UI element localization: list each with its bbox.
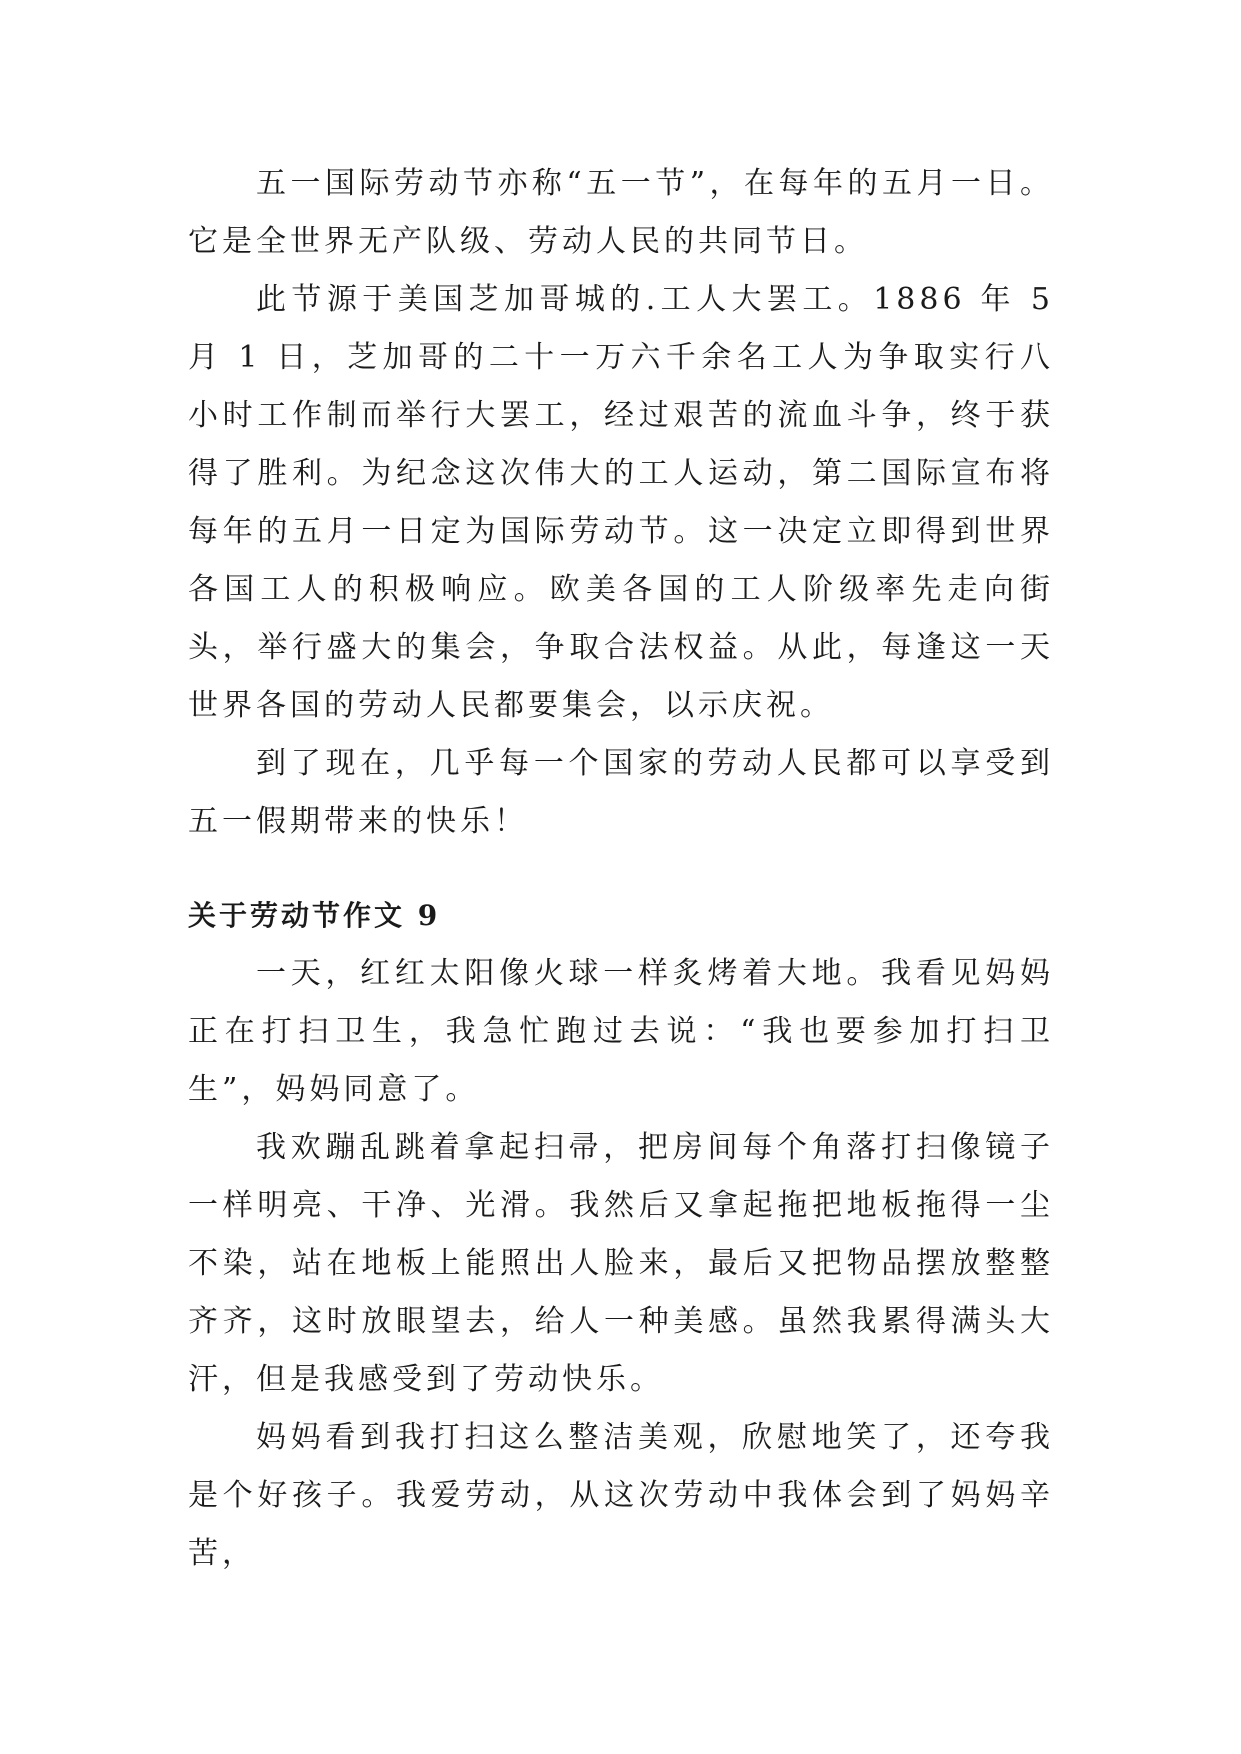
paragraph-essay-cleaning: 我欢蹦乱跳着拿起扫帚，把房间每个角落打扫像镜子一样明亮、干净、光滑。我然后又拿起拖把地板拖得一尘不染，站在地板上能照出人脸来，最后又把物品摆放整整齐齐，这时放眼望去，给人一种美感。虽然我累得满头大汗，但是我感受到了劳动快乐。 bbox=[188, 1130, 1054, 1397]
paragraph-may-day-today: 到了现在，几乎每一个国家的劳动人民都可以享受到五一假期带来的快乐！ bbox=[188, 746, 1054, 839]
paragraph-may-day-intro: 五一国际劳动节亦称“五一节”，在每年的五月一日。它是全世界无产队级、劳动人民的共同节日。 bbox=[188, 166, 1054, 259]
paragraph-essay-closing: 妈妈看到我打扫这么整洁美观，欣慰地笑了，还夸我是个好孩子。我爱劳动，从这次劳动中我体会到了妈妈辛苦， bbox=[188, 1420, 1054, 1571]
section-heading: 关于劳动节作文 9 bbox=[188, 899, 441, 932]
paragraph-essay-opening: 一天，红红太阳像火球一样炙烤着大地。我看见妈妈正在打扫卫生，我急忙跑过去说：“我也要参加打扫卫生”，妈妈同意了。 bbox=[188, 956, 1054, 1107]
paragraph-may-day-origin: 此节源于美国芝加哥城的.工人大罢工。1886 年 5 月 1 日，芝加哥的二十一万六千余名工人为争取实行八小时工作制而举行大罢工，经过艰苦的流血斗争，终于获得了胜利。为纪念这次伟大的工人运动，第二国际宣布将每年的五月一日定为国际劳动节。这一决定立即得到世界各国工人的积极响应。欧美各国的工人阶级率先走向街头，举行盛大的集会，争取合法权益。从此，每逢这一天世界各国的劳动人民都要集会，以示庆祝。 bbox=[188, 282, 1054, 723]
document-page bbox=[188, 155, 1054, 1583]
